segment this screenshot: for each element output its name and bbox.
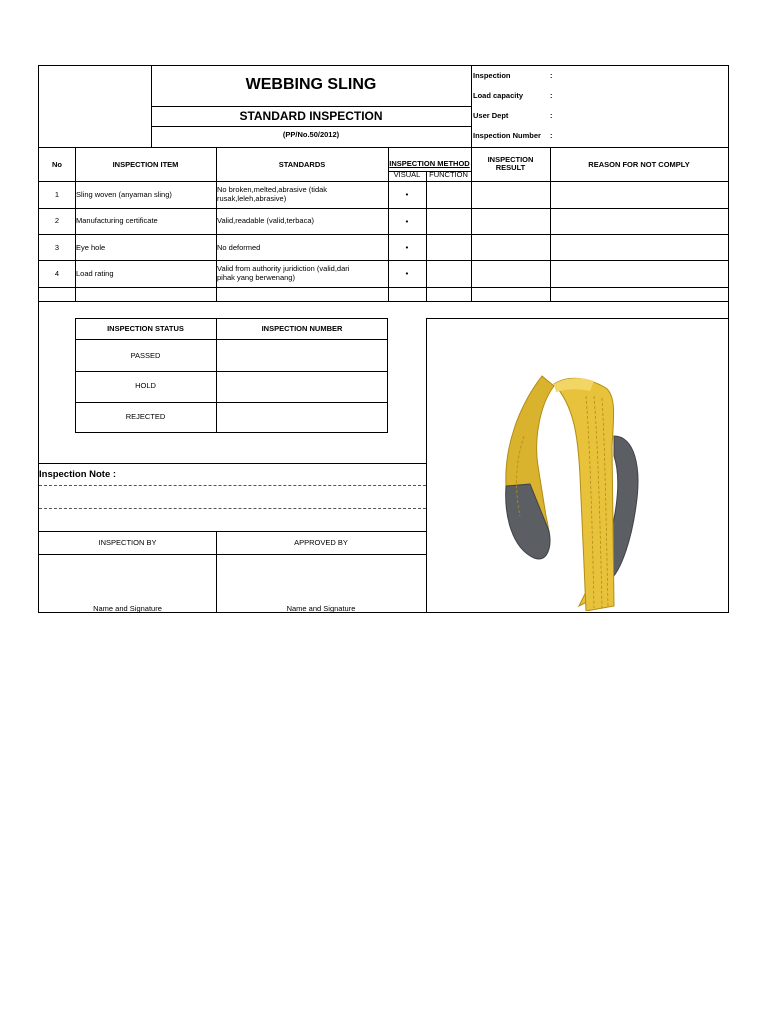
row-visual-dot: • xyxy=(405,269,409,278)
col-header-result-2: RESULT xyxy=(495,163,526,172)
row-no: 2 xyxy=(54,216,60,225)
row-item: Sling woven (anyaman sling) xyxy=(76,190,172,199)
info-label-inspection-number: Inspection Number xyxy=(473,131,541,140)
info-label-load-capacity: Load capacity xyxy=(473,91,524,100)
row-visual-dot: • xyxy=(405,217,409,226)
col-header-standards: STANDARDS xyxy=(278,160,326,169)
row-standard: No broken,melted,abrasive (tidak rusak,leleh,abrasive) xyxy=(217,185,328,203)
row-visual-dot: • xyxy=(405,243,409,252)
row-no: 4 xyxy=(54,269,60,278)
info-sep: : xyxy=(550,91,553,100)
inspection-form xyxy=(38,65,729,613)
approved-by-label: APPROVED BY xyxy=(294,538,348,547)
note-line xyxy=(39,485,426,486)
col-header-method: INSPECTION METHOD xyxy=(389,159,470,168)
form-reference: (PP/No.50/2012) xyxy=(282,130,340,139)
inspection-by-label: INSPECTION BY xyxy=(98,538,157,547)
col-header-function: FUNCTION xyxy=(429,170,468,179)
status-header: INSPECTION STATUS xyxy=(107,324,184,333)
col-header-item: INSPECTION ITEM xyxy=(112,160,179,169)
status-number-header: INSPECTION NUMBER xyxy=(261,324,343,333)
info-sep: : xyxy=(550,131,553,140)
col-header-reason: REASON FOR NOT COMPLY xyxy=(588,160,690,169)
row-item: Eye hole xyxy=(76,243,106,252)
row-visual-dot: • xyxy=(405,190,409,199)
inspection-note-label: Inspection Note : xyxy=(39,469,117,480)
form-subtitle: STANDARD INSPECTION xyxy=(239,109,383,123)
name-signature-inspector: Name and Signature xyxy=(93,604,162,613)
webbing-sling-photo xyxy=(494,366,654,611)
info-sep: : xyxy=(550,111,553,120)
row-standard: Valid from authority juridiction (valid,dari pihak yang berwenang) xyxy=(217,264,350,282)
form-title: WEBBING SLING xyxy=(245,76,377,93)
status-rejected: REJECTED xyxy=(125,412,166,421)
info-label-inspection: Inspection xyxy=(473,71,511,80)
row-item: Manufacturing certificate xyxy=(76,216,158,225)
row-standard: Valid,readable (valid,terbaca) xyxy=(217,216,314,225)
col-header-result: INSPECTION xyxy=(487,155,534,164)
row-item: Load rating xyxy=(76,269,114,278)
name-signature-approver: Name and Signature xyxy=(286,604,356,613)
col-header-no: No xyxy=(52,160,62,169)
note-line xyxy=(39,508,426,509)
status-hold: HOLD xyxy=(135,381,156,390)
col-header-visual: VISUAL xyxy=(393,170,421,179)
row-no: 1 xyxy=(54,190,60,199)
info-label-user-dept: User Dept xyxy=(473,111,509,120)
row-no: 3 xyxy=(54,243,60,252)
info-sep: : xyxy=(550,71,553,80)
row-standard: No deformed xyxy=(217,243,261,252)
status-passed: PASSED xyxy=(130,351,161,360)
